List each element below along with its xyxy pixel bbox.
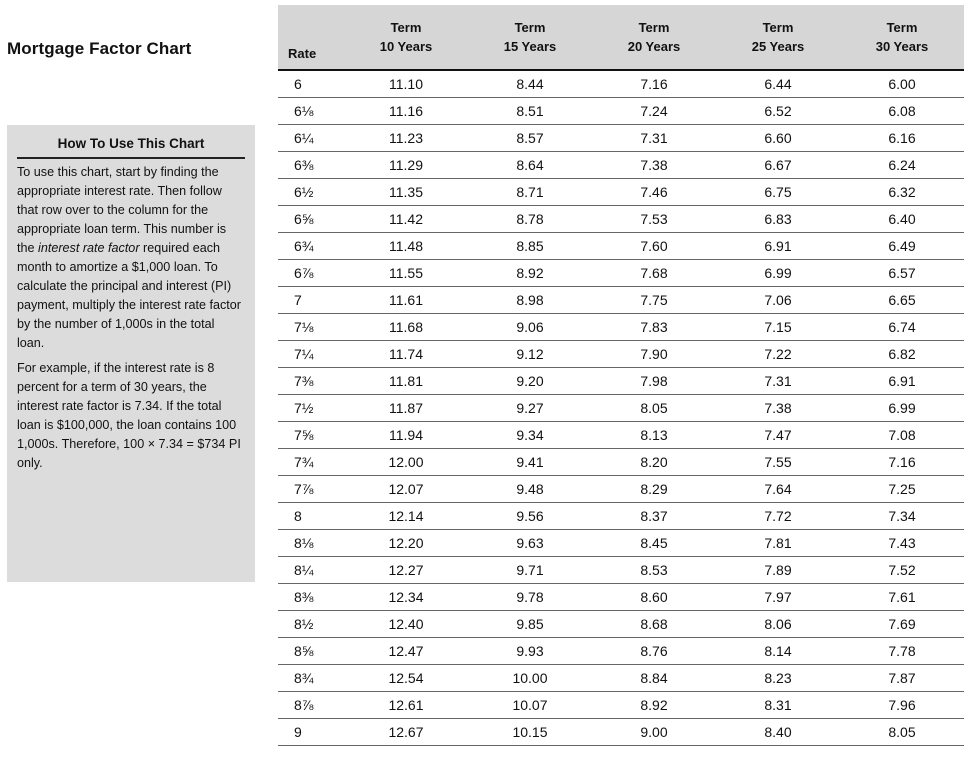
factor-cell: 7.98 [592, 368, 716, 395]
factor-cell: 11.94 [344, 422, 468, 449]
table-row [278, 260, 964, 287]
factor-cell: 7.38 [716, 395, 840, 422]
factor-cell: 8.44 [468, 70, 592, 98]
factor-cell: 6.44 [716, 70, 840, 98]
rate-cell: 8⅜ [278, 584, 344, 611]
table-row [278, 206, 964, 233]
factor-cell: 10.15 [468, 719, 592, 746]
factor-cell: 7.47 [716, 422, 840, 449]
rate-cell: 8½ [278, 611, 344, 638]
factor-cell: 9.00 [592, 719, 716, 746]
example-paragraph: For example, if the interest rate is 8 percent for a term of 30 years, the interest rate factor is 7.34. If the total loan is $100,000, the loan contains 100 1,000s. Therefore, 100 × 7.34 = $734 PI only. [17, 361, 241, 470]
column-header-30-years [840, 5, 964, 70]
factor-cell: 12.67 [344, 719, 468, 746]
rate-cell: 7⅛ [278, 314, 344, 341]
page-title: Mortgage Factor Chart [7, 39, 192, 58]
factor-cell: 12.54 [344, 665, 468, 692]
factor-cell: 8.98 [468, 287, 592, 314]
factor-cell: 7.69 [840, 611, 964, 638]
factor-cell: 8.92 [468, 260, 592, 287]
table-row [278, 719, 964, 746]
factor-cell: 11.55 [344, 260, 468, 287]
factor-cell: 7.64 [716, 476, 840, 503]
rate-cell: 8⅝ [278, 638, 344, 665]
factor-cell: 8.85 [468, 233, 592, 260]
factor-cell: 7.31 [592, 125, 716, 152]
factor-cell: 6.00 [840, 70, 964, 98]
rate-cell: 8⅛ [278, 530, 344, 557]
factor-cell: 8.31 [716, 692, 840, 719]
factor-cell: 11.68 [344, 314, 468, 341]
factor-cell: 6.83 [716, 206, 840, 233]
factor-cell: 12.47 [344, 638, 468, 665]
factor-cell: 7.22 [716, 341, 840, 368]
rate-cell: 7¾ [278, 449, 344, 476]
table-row [278, 584, 964, 611]
column-header-rate: Rate [278, 5, 344, 70]
factor-cell: 7.31 [716, 368, 840, 395]
factor-cell: 8.23 [716, 665, 840, 692]
factor-cell: 7.97 [716, 584, 840, 611]
table-row [278, 422, 964, 449]
factor-cell: 11.23 [344, 125, 468, 152]
header-years-label: 30 Years [875, 39, 929, 54]
factor-cell: 6.99 [840, 395, 964, 422]
rate-cell: 9 [278, 719, 344, 746]
factor-cell: 6.32 [840, 179, 964, 206]
factor-cell: 8.40 [716, 719, 840, 746]
table-row [278, 125, 964, 152]
factor-cell: 11.29 [344, 152, 468, 179]
factor-cell: 8.57 [468, 125, 592, 152]
factor-cell: 9.93 [468, 638, 592, 665]
factor-cell: 11.35 [344, 179, 468, 206]
factor-cell: 8.92 [592, 692, 716, 719]
factor-cell: 6.40 [840, 206, 964, 233]
factor-cell: 7.55 [716, 449, 840, 476]
table-row [278, 692, 964, 719]
factor-cell: 6.99 [716, 260, 840, 287]
factor-cell: 8.53 [592, 557, 716, 584]
factor-cell: 7.68 [592, 260, 716, 287]
factor-cell: 12.27 [344, 557, 468, 584]
factor-cell: 8.05 [592, 395, 716, 422]
header-years-label: 20 Years [627, 39, 681, 54]
factor-table-container [278, 5, 964, 746]
table-row [278, 152, 964, 179]
factor-cell: 7.06 [716, 287, 840, 314]
table-row [278, 368, 964, 395]
factor-cell: 8.45 [592, 530, 716, 557]
instructions-text-b: required each month to amortize a $1,000 loan. To calculate the principal and interest (PI) payment, multiply the interest rate factor by the number of 1,000s in the total loan. [17, 241, 241, 350]
factor-cell: 7.16 [840, 449, 964, 476]
rate-cell: 8 [278, 503, 344, 530]
factor-cell: 7.72 [716, 503, 840, 530]
header-years-label: 15 Years [503, 39, 557, 54]
factor-cell: 7.78 [840, 638, 964, 665]
factor-cell: 12.20 [344, 530, 468, 557]
factor-cell: 9.06 [468, 314, 592, 341]
rate-cell: 6⅞ [278, 260, 344, 287]
factor-cell: 9.20 [468, 368, 592, 395]
rate-cell: 6¼ [278, 125, 344, 152]
factor-cell: 7.83 [592, 314, 716, 341]
factor-cell: 8.76 [592, 638, 716, 665]
factor-cell: 6.60 [716, 125, 840, 152]
factor-cell: 9.71 [468, 557, 592, 584]
factor-cell: 6.74 [840, 314, 964, 341]
how-to-use-box [7, 125, 255, 582]
factor-cell: 12.14 [344, 503, 468, 530]
header-term-label: Term [514, 20, 546, 35]
factor-cell: 7.43 [840, 530, 964, 557]
factor-cell: 10.07 [468, 692, 592, 719]
factor-cell: 12.40 [344, 611, 468, 638]
factor-cell: 7.34 [840, 503, 964, 530]
table-header-row [278, 5, 964, 70]
table-row [278, 557, 964, 584]
factor-cell: 8.29 [592, 476, 716, 503]
rate-cell: 8⅞ [278, 692, 344, 719]
rate-cell: 8¾ [278, 665, 344, 692]
factor-cell: 7.96 [840, 692, 964, 719]
table-row [278, 70, 964, 98]
factor-cell: 9.34 [468, 422, 592, 449]
factor-cell: 12.07 [344, 476, 468, 503]
factor-cell: 7.90 [592, 341, 716, 368]
factor-cell: 9.56 [468, 503, 592, 530]
factor-cell: 6.08 [840, 98, 964, 125]
factor-cell: 10.00 [468, 665, 592, 692]
factor-cell: 7.75 [592, 287, 716, 314]
factor-cell: 6.52 [716, 98, 840, 125]
factor-cell: 12.61 [344, 692, 468, 719]
instructions-text-a: To use this chart, start by finding the appropriate interest rate. Then follow that row over to the column for the appropriate loan term. This number is the [17, 165, 227, 255]
table-row [278, 503, 964, 530]
rate-cell: 6⅛ [278, 98, 344, 125]
table-row [278, 449, 964, 476]
factor-cell: 9.63 [468, 530, 592, 557]
factor-cell: 11.81 [344, 368, 468, 395]
column-header-20-years [592, 5, 716, 70]
factor-cell: 7.53 [592, 206, 716, 233]
factor-cell: 9.78 [468, 584, 592, 611]
rate-cell: 6 [278, 70, 344, 98]
header-term-label: Term [762, 20, 794, 35]
rate-cell: 7 [278, 287, 344, 314]
factor-cell: 7.60 [592, 233, 716, 260]
factor-cell: 9.12 [468, 341, 592, 368]
rate-cell: 8¼ [278, 557, 344, 584]
table-row [278, 665, 964, 692]
table-row [278, 287, 964, 314]
table-row [278, 179, 964, 206]
table-row [278, 341, 964, 368]
column-header-15-years [468, 5, 592, 70]
factor-cell: 7.81 [716, 530, 840, 557]
factor-cell: 7.61 [840, 584, 964, 611]
factor-cell: 6.67 [716, 152, 840, 179]
factor-cell: 7.16 [592, 70, 716, 98]
factor-cell: 6.91 [840, 368, 964, 395]
header-term-label: Term [390, 20, 422, 35]
header-years-label: 25 Years [751, 39, 805, 54]
factor-cell: 9.85 [468, 611, 592, 638]
table-row [278, 98, 964, 125]
factor-cell: 7.38 [592, 152, 716, 179]
rate-cell: 6¾ [278, 233, 344, 260]
table-row [278, 530, 964, 557]
factor-cell: 8.71 [468, 179, 592, 206]
factor-cell: 7.52 [840, 557, 964, 584]
factor-cell: 11.87 [344, 395, 468, 422]
table-row [278, 611, 964, 638]
table-row [278, 314, 964, 341]
factor-table-body [278, 70, 964, 746]
factor-cell: 7.89 [716, 557, 840, 584]
rate-cell: 6½ [278, 179, 344, 206]
table-row [278, 233, 964, 260]
header-term-label: Term [886, 20, 918, 35]
factor-cell: 11.74 [344, 341, 468, 368]
factor-cell: 9.48 [468, 476, 592, 503]
rate-cell: 7⅞ [278, 476, 344, 503]
factor-cell: 6.57 [840, 260, 964, 287]
factor-cell: 6.82 [840, 341, 964, 368]
column-header-25-years [716, 5, 840, 70]
factor-cell: 8.05 [840, 719, 964, 746]
factor-cell: 8.68 [592, 611, 716, 638]
rate-cell: 6⅜ [278, 152, 344, 179]
factor-cell: 6.49 [840, 233, 964, 260]
factor-cell: 7.87 [840, 665, 964, 692]
factor-cell: 11.42 [344, 206, 468, 233]
rate-cell: 7½ [278, 395, 344, 422]
header-years-label: 10 Years [379, 39, 433, 54]
factor-cell: 12.34 [344, 584, 468, 611]
factor-cell: 6.91 [716, 233, 840, 260]
factor-cell: 8.51 [468, 98, 592, 125]
factor-cell: 8.78 [468, 206, 592, 233]
factor-cell: 11.48 [344, 233, 468, 260]
factor-cell: 8.20 [592, 449, 716, 476]
rate-cell: 7¼ [278, 341, 344, 368]
factor-cell: 9.27 [468, 395, 592, 422]
factor-cell: 8.06 [716, 611, 840, 638]
how-to-use-title: How To Use This Chart [17, 134, 245, 159]
header-term-label: Term [638, 20, 670, 35]
factor-cell: 7.24 [592, 98, 716, 125]
instructions-term: interest rate factor [38, 241, 140, 255]
factor-cell: 11.61 [344, 287, 468, 314]
factor-cell: 6.16 [840, 125, 964, 152]
factor-cell: 8.64 [468, 152, 592, 179]
rate-cell: 6⅝ [278, 206, 344, 233]
factor-cell: 8.13 [592, 422, 716, 449]
column-header-10-years [344, 5, 468, 70]
factor-cell: 8.14 [716, 638, 840, 665]
factor-cell: 8.60 [592, 584, 716, 611]
factor-cell: 9.41 [468, 449, 592, 476]
factor-cell: 8.84 [592, 665, 716, 692]
how-to-use-paragraph-1 [17, 163, 245, 353]
factor-table [278, 5, 964, 746]
table-row [278, 638, 964, 665]
factor-cell: 6.75 [716, 179, 840, 206]
factor-cell: 7.25 [840, 476, 964, 503]
factor-cell: 12.00 [344, 449, 468, 476]
table-row [278, 476, 964, 503]
factor-cell: 7.46 [592, 179, 716, 206]
factor-cell: 7.15 [716, 314, 840, 341]
factor-cell: 8.37 [592, 503, 716, 530]
factor-cell: 11.16 [344, 98, 468, 125]
factor-cell: 11.10 [344, 70, 468, 98]
table-row [278, 395, 964, 422]
factor-cell: 6.24 [840, 152, 964, 179]
rate-cell: 7⅝ [278, 422, 344, 449]
rate-cell: 7⅜ [278, 368, 344, 395]
factor-cell: 6.65 [840, 287, 964, 314]
factor-cell: 7.08 [840, 422, 964, 449]
